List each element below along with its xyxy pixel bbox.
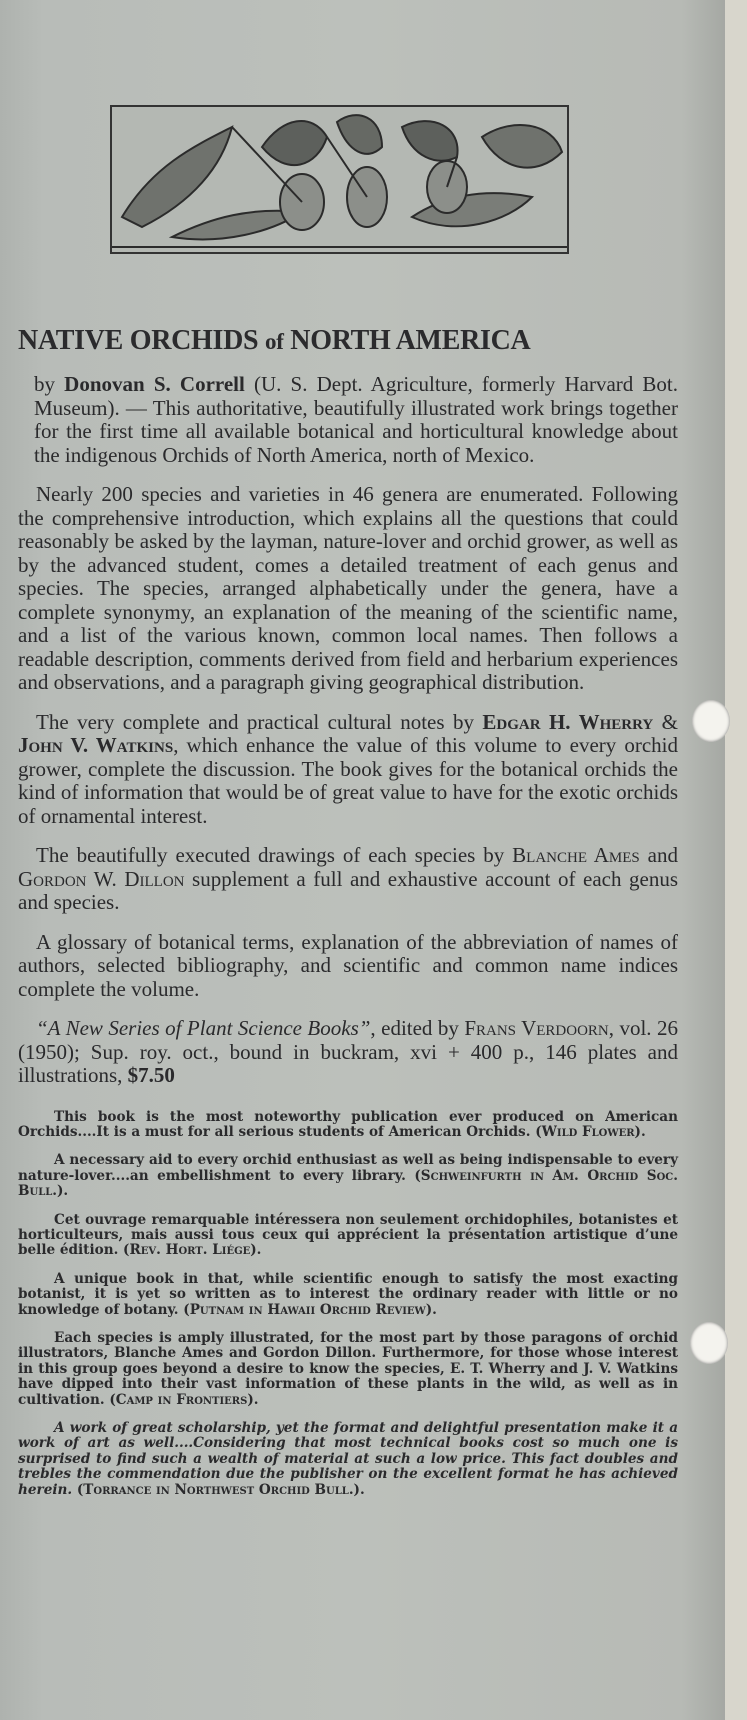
publication-details: “A New Series of Plant Science Books”, edited by Frans Verdoorn, vol. 26 (1950); Sup. roy. oct., bound in buckram, xvi + 400 p., 146 plates and illustrations, $7.50: [18, 1016, 678, 1087]
review-putnam: A unique book in that, while scientific enough to satisfy the most exacting botanist, it is yet so written as to interest the ordinary reader with little or no knowledge of botany. (Putnam in Hawaii Orchid Review).: [18, 1270, 678, 1318]
orchid-illustration: [110, 105, 569, 254]
page-edge: [725, 0, 747, 1720]
review-rev-hort-liege: Cet ouvrage remarquable intéressera non seulement orchidophiles, botanistes et horticulteurs, mais aussi tous ceux qui apprécient la présentation artistique d’une belle édition. (Rev. Hort. Liége).: [18, 1211, 678, 1259]
author-name: Donovan S. Correll: [64, 372, 245, 396]
flyer-content: [18, 325, 678, 1511]
review-camp: Each species is amply illustrated, for the most part by those paragons of orchid illustrators, Blanche Ames and Gordon Dillon. Furthermore, for those whose interest in this group goes beyond a desire to know the species, E. T. Wherry and J. V. Watkins have dipped into their vast information of these plants in the wild, as well as in cultivation. (Camp in Frontiers).: [18, 1329, 678, 1408]
punch-hole-top: [692, 700, 730, 742]
punch-hole-bottom: [690, 1322, 728, 1364]
description-paragraph: Nearly 200 species and varieties in 46 genera are enumerated. Following the comprehensive introduction, which explains all the questions that could reasonably be asked by the layman, nature-lover and orchid grower, as well as by the advanced student, comes a detailed treatment of each genus and species. The species, arranged alphabetically under the genera, have a complete synonymy, an explanation of the meaning of the scientific name, and a list of the various known, common local names. Then follows a readable description, comments derived from field and herbarium experiences and observations, and a paragraph giving geographical distribution.: [18, 482, 678, 694]
intro-paragraph: by Donovan S. Correll (U. S. Dept. Agriculture, formerly Harvard Bot. Museum). — This authoritative, beautifully illustrated work brings together for the first time all available botanical and horticultural knowledge about the indigenous Orchids of North America, north of Mexico.: [34, 372, 679, 467]
price: $7.50: [127, 1063, 175, 1087]
cultural-notes-paragraph: The very complete and practical cultural notes by Edgar H. Wherry & John V. Watkins, which enhance the value of this volume to every orchid grower, complete the discussion. The book gives for the botanical orchids the kind of information that would be of great value to have for the exotic orchids of ornamental interest.: [18, 709, 678, 828]
page-title: NATIVE ORCHIDS of NORTH AMERICA: [18, 325, 531, 356]
review-torrance: A work of great scholarship, yet the format and delightful presentation make it a work of art as well....Considering that most technical books cost so much one is surprised to find such a wealth of material at such a low price. This fact doubles and trebles the commendation due the publisher on the excellent format he has achieved herein. (Torrance in Northwest Orchid Bull.).: [18, 1420, 678, 1498]
glossary-paragraph: A glossary of botanical terms, explanation of the abbreviation of names of authors, selected bibliography, and scientific and common name indices complete the volume.: [18, 929, 678, 1001]
review-schweinfurth: A necessary aid to every orchid enthusiast as well as being indispensable to every nature-lover....an embellishment to every library. (Schweinfurth in Am. Orchid Soc. Bull.).: [18, 1152, 678, 1200]
drawings-paragraph: The beautifully executed drawings of each species by Blanche Ames and Gordon W. Dillon supplement a full and exhaustive account of each genus and species.: [18, 843, 679, 914]
review-wild-flower: This book is the most noteworthy publication ever produced on American Orchids....It is a must for all serious students of American Orchids. (Wild Flower).: [18, 1108, 678, 1140]
